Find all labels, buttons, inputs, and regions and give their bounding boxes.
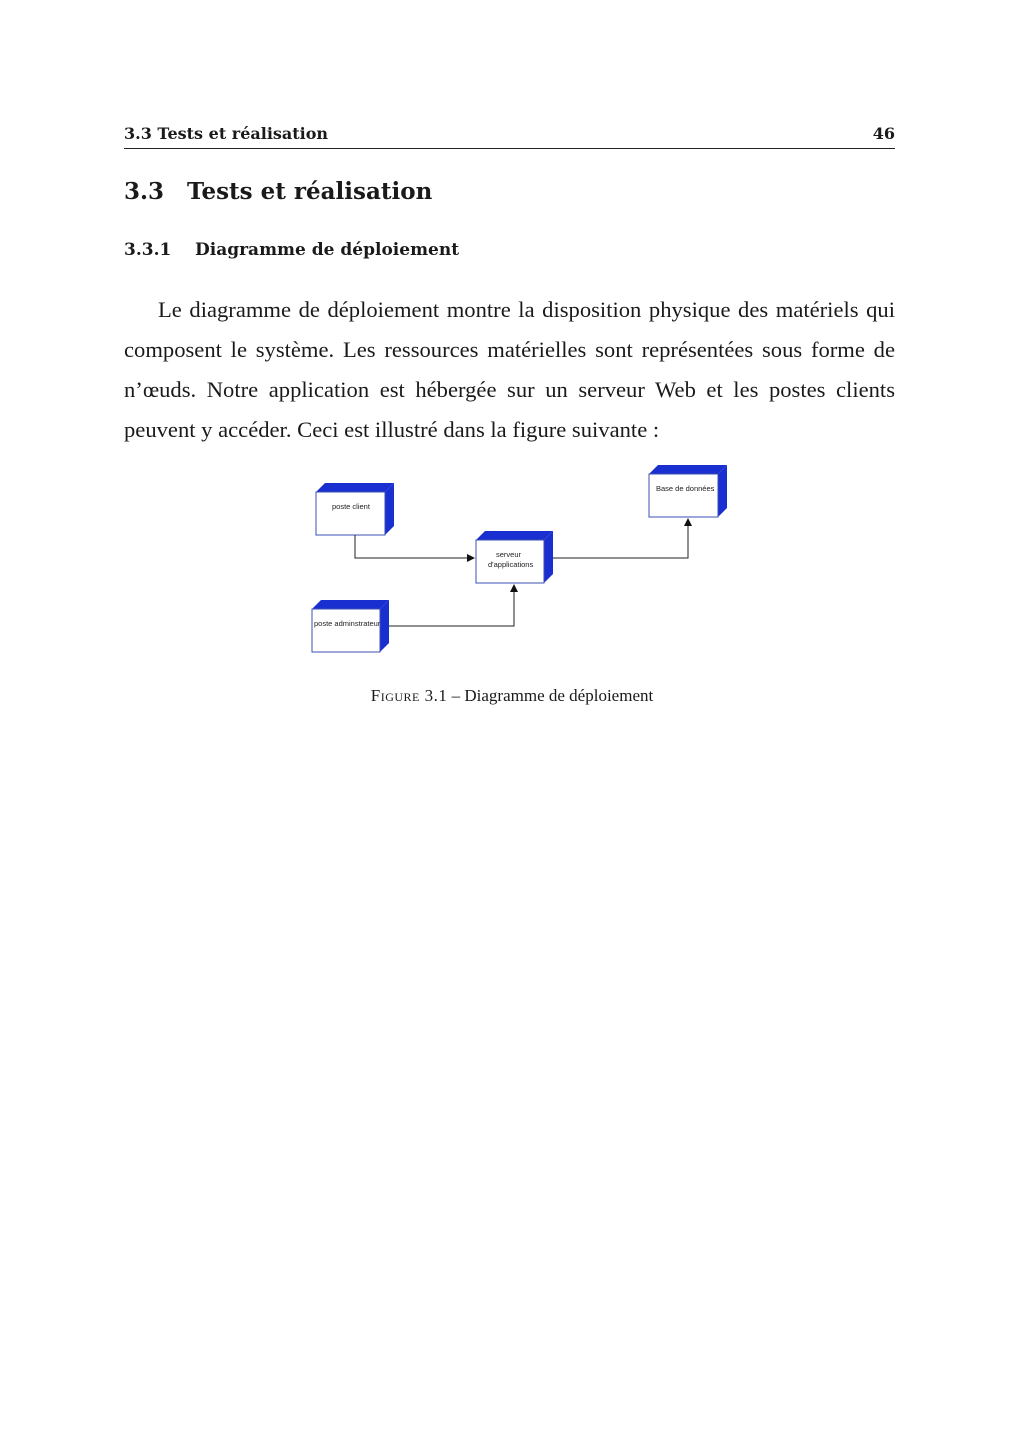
node-base-de-donnees xyxy=(649,465,727,517)
node-label-base-de-donnees: Base de données xyxy=(656,484,715,493)
connector-client-to-server xyxy=(355,535,474,558)
section-heading xyxy=(124,178,432,205)
connector-admin-to-server xyxy=(389,585,514,626)
deployment-diagram xyxy=(300,460,740,660)
node-label-poste-adminstrateur: poste adminstrateur xyxy=(314,619,381,628)
figure-caption xyxy=(0,686,1024,706)
node-serveur-applications xyxy=(476,531,553,583)
node-poste-client xyxy=(316,483,394,535)
deployment-diagram-svg xyxy=(300,460,740,660)
node-label-poste-client: poste client xyxy=(332,502,370,511)
figure-caption-text: Diagramme de déploiement xyxy=(464,686,654,705)
connector-server-to-database xyxy=(553,519,688,558)
node-poste-adminstrateur xyxy=(312,600,389,652)
section-number: 3.3 xyxy=(124,178,165,205)
body-paragraph: Le diagramme de déploiement montre la disposition physique des matériels qui composent le système. Les ressources matérielles sont représentées sous forme de n’œuds. Notre application est hébergée sur un serveur Web et les postes clients peuvent y accéder. Ceci est illustré dans la figure suivante : xyxy=(124,297,895,442)
running-header xyxy=(124,122,895,149)
page-number: 46 xyxy=(872,124,895,143)
running-header-title: 3.3 Tests et réalisation xyxy=(124,124,329,143)
node-label-serveur: serveur xyxy=(496,550,522,559)
subsection-number: 3.3.1 xyxy=(124,240,172,260)
figure-caption-separator: – xyxy=(447,686,465,705)
section-title: Tests et réalisation xyxy=(187,178,433,205)
figure-label: Figure 3.1 xyxy=(370,686,448,705)
subsection-title: Diagramme de déploiement xyxy=(195,240,460,260)
subsection-heading xyxy=(124,240,459,260)
node-label-applications: d'applications xyxy=(488,560,534,569)
